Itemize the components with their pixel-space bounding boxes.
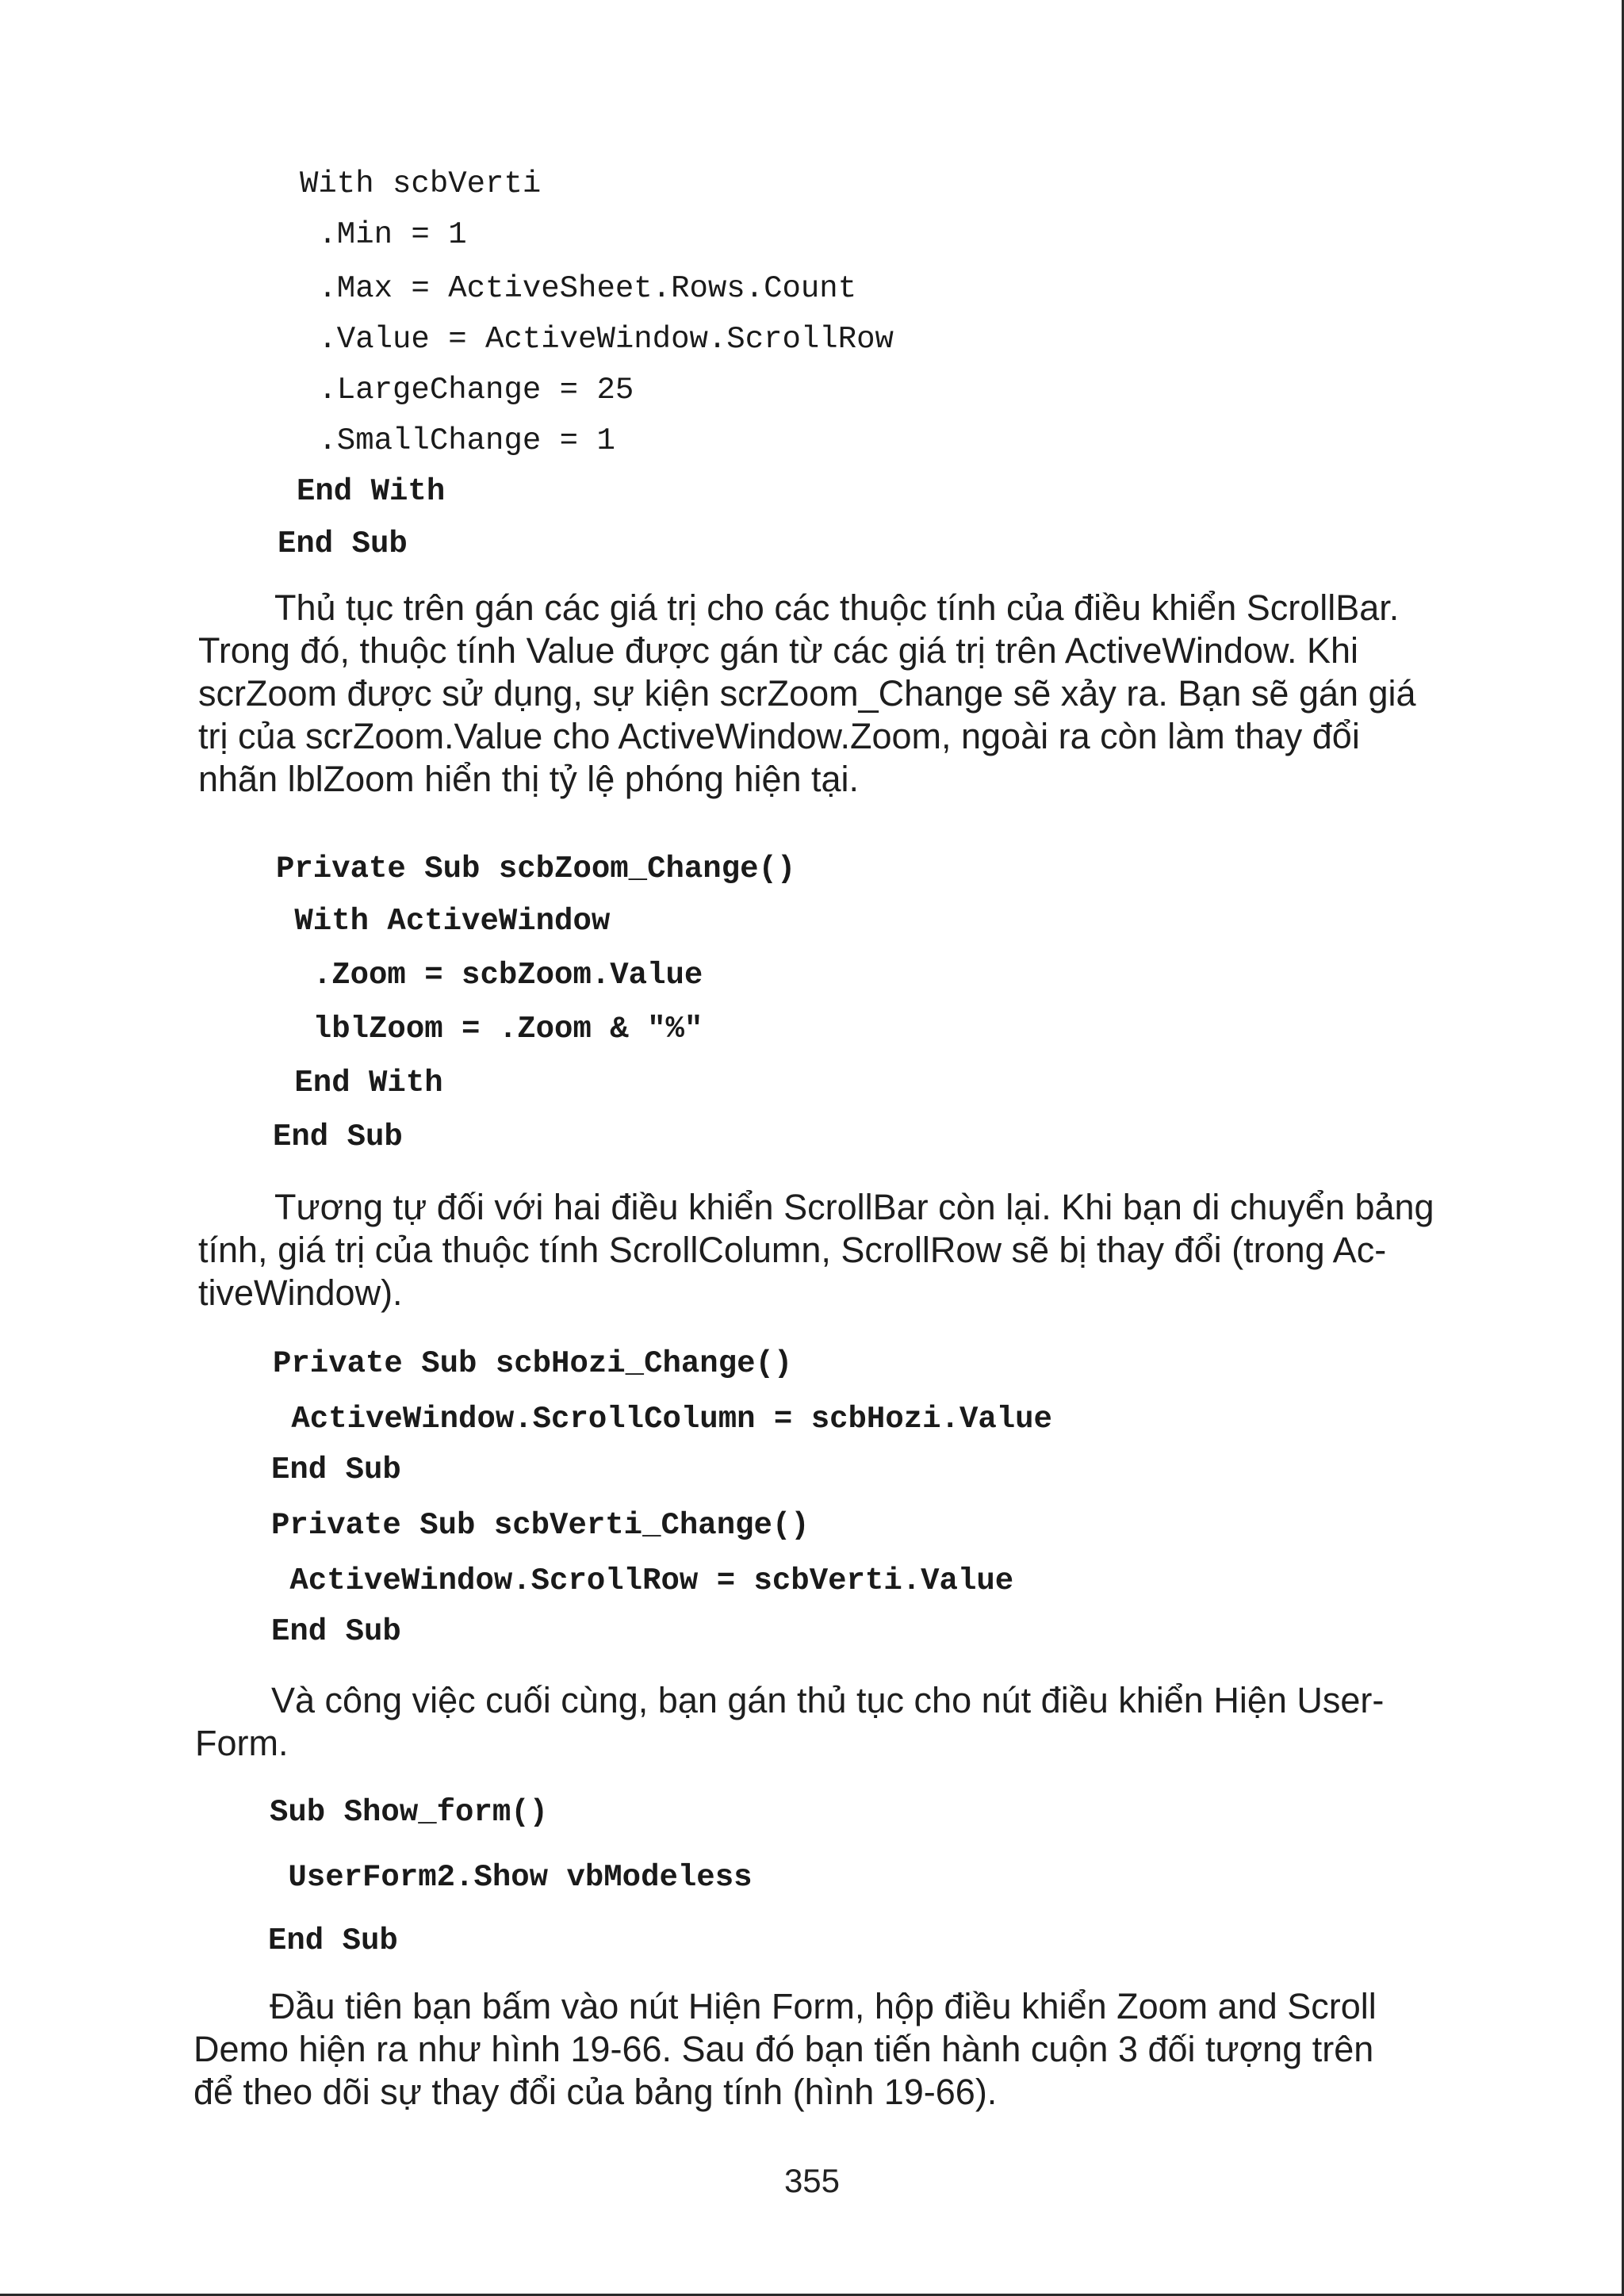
- code-line: .Value = ActiveWindow.ScrollRow: [300, 322, 894, 357]
- code-line: End Sub: [273, 1119, 403, 1154]
- text-line: trị của scrZoom.Value cho ActiveWindow.Zoom, ngoài ra còn làm thay đổi: [198, 716, 1360, 756]
- text-line: tính, giá trị của thuộc tính ScrollColumn, ScrollRow sẽ bị thay đổi (trong Ac-: [198, 1230, 1387, 1270]
- code-line: Private Sub scbHozi_Change(): [273, 1346, 793, 1381]
- text-line: Form.: [195, 1723, 289, 1763]
- text-line: nhãn lblZoom hiển thị tỷ lệ phóng hiện tại.: [198, 759, 860, 799]
- text-line: Tương tự đối với hai điều khiển ScrollBar còn lại. Khi bạn di chuyển bảng: [274, 1187, 1434, 1227]
- code-line: With ActiveWindow: [276, 904, 611, 939]
- text-line: để theo dõi sự thay đổi của bảng tính (hình 19-66).: [193, 2072, 998, 2112]
- code-line: .LargeChange = 25: [300, 373, 634, 408]
- body-paragraph-1: [198, 587, 1451, 801]
- code-line: End With: [297, 474, 446, 509]
- code-line: End Sub: [271, 1614, 401, 1649]
- code-line: End Sub: [268, 1923, 398, 1958]
- code-line: End Sub: [278, 526, 408, 561]
- text-line: Trong đó, thuộc tính Value được gán từ các giá trị trên ActiveWindow. Khi: [198, 630, 1359, 671]
- body-paragraph-2: [198, 1186, 1451, 1314]
- code-line: End With: [276, 1066, 443, 1100]
- code-line: .Max = ActiveSheet.Rows.Count: [300, 271, 857, 306]
- code-line: .Min = 1: [300, 217, 467, 252]
- code-line: .Zoom = scbZoom.Value: [276, 958, 703, 993]
- text-line: Thủ tục trên gán các giá trị cho các thuộc tính của điều khiển ScrollBar.: [274, 587, 1400, 628]
- text-line: scrZoom được sử dụng, sự kiện scrZoom_Change sẽ xảy ra. Bạn sẽ gán giá: [198, 673, 1416, 714]
- body-paragraph-3: [195, 1679, 1448, 1765]
- code-line: lblZoom = .Zoom & "%": [276, 1012, 703, 1047]
- code-line: Private Sub scbVerti_Change(): [271, 1508, 810, 1543]
- code-line: UserForm2.Show vbModeless: [270, 1860, 753, 1895]
- code-line: End Sub: [271, 1452, 401, 1487]
- code-line: With scbVerti: [300, 166, 542, 201]
- code-line: ActiveWindow.ScrollColumn = scbHozi.Value: [273, 1402, 1052, 1437]
- text-line: Demo hiện ra như hình 19-66. Sau đó bạn tiến hành cuộn 3 đối tượng trên: [193, 2029, 1374, 2069]
- code-line: ActiveWindow.ScrollRow = scbVerti.Value: [271, 1563, 1014, 1598]
- text-line: tiveWindow).: [198, 1272, 403, 1313]
- body-paragraph-4: [193, 1985, 1446, 2114]
- page-number: 355: [783, 2162, 841, 2199]
- text-line: Đầu tiên bạn bấm vào nút Hiện Form, hộp điều khiển Zoom and Scroll: [270, 1986, 1377, 2026]
- code-line: Sub Show_form(): [270, 1795, 549, 1830]
- code-line: Private Sub scbZoom_Change(): [276, 851, 796, 886]
- code-line: .SmallChange = 1: [300, 423, 615, 458]
- text-line: Và công việc cuối cùng, bạn gán thủ tục cho nút điều khiển Hiện User-: [271, 1680, 1385, 1720]
